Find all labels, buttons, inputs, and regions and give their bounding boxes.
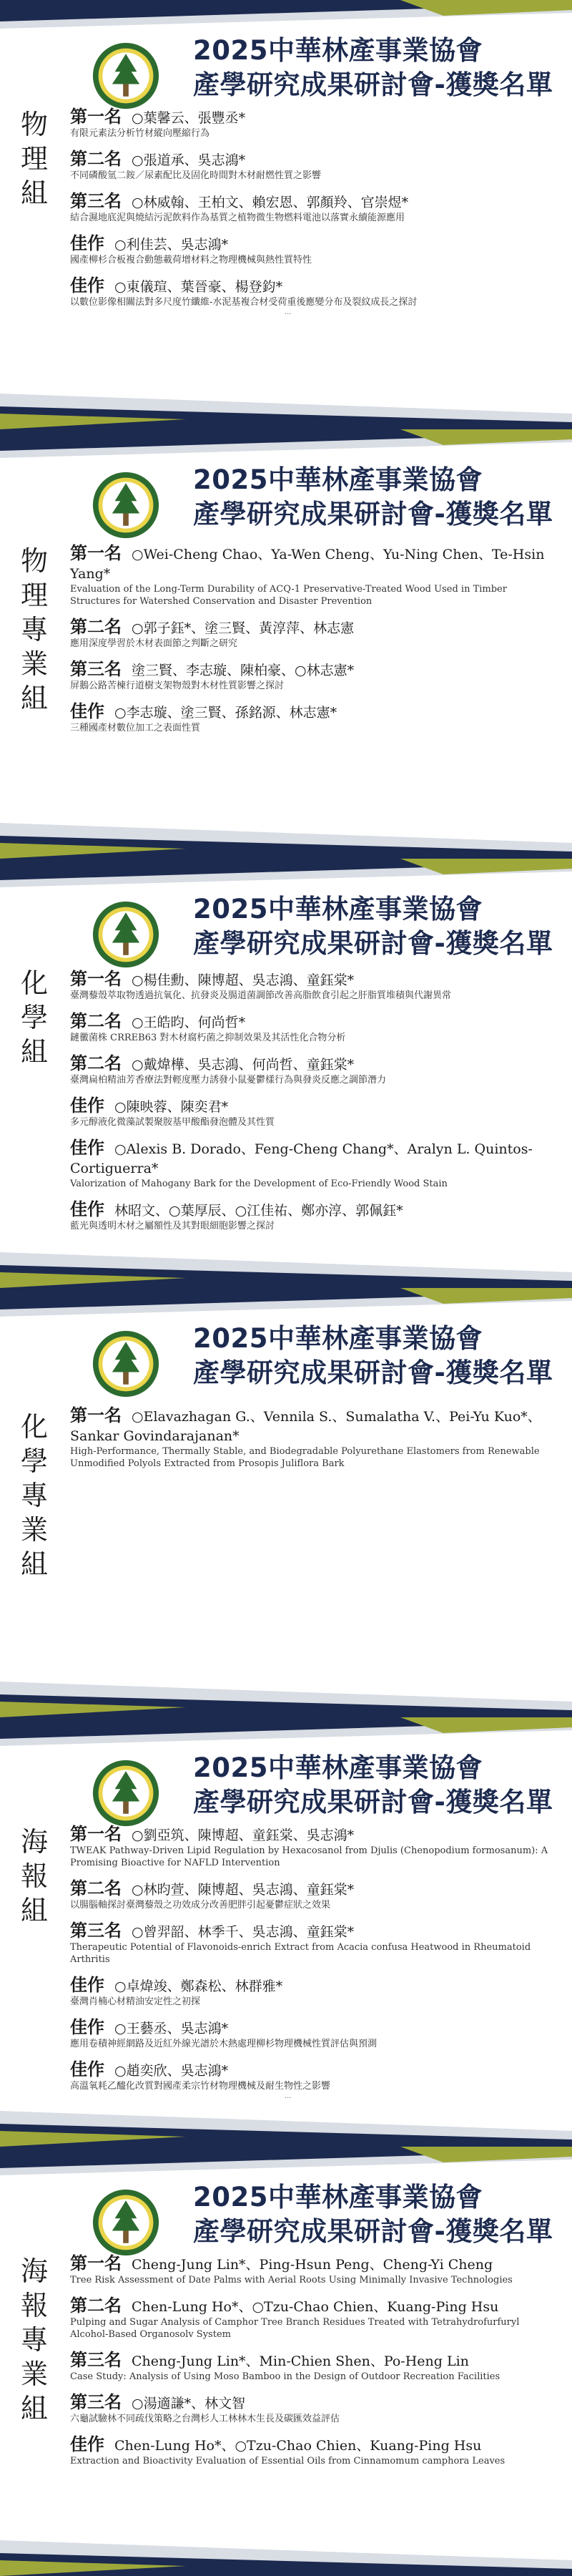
award-entry <box>70 1054 551 1086</box>
paper-title: 鏈黴菌株 CRREB63 對木材腐朽菌之抑制效果及其活性化合物分析 <box>70 1033 346 1043</box>
header-title-line1: 2025中華林產事業協會 <box>193 35 483 66</box>
author-names: ○林昀萱、陳博超、吳志鴻、童鈺棠* <box>132 1882 355 1898</box>
award-rank: 第三名 <box>70 1920 122 1941</box>
paper-title: 六龜試驗林不同疏伐策略之台灣杉人工林林木生長及碳匯效益評估 <box>70 2414 340 2424</box>
entry-heading <box>70 2018 551 2038</box>
header-title-line1: 2025中華林產事業協會 <box>193 2182 483 2212</box>
award-entry <box>70 660 551 692</box>
author-names: ○王藝丞、吳志鴻* <box>114 2021 229 2036</box>
entry-heading <box>70 544 551 583</box>
entry-heading <box>70 150 551 170</box>
author-names: ○王皓昀、何尚哲* <box>132 1015 246 1030</box>
award-rank: 第一名 <box>70 542 122 563</box>
author-names: ○Elavazhagan G.、Vennila S.、Sumalatha V.、Pei-Yu Kuo*、Sankar Govindarajanan* <box>70 1409 541 1444</box>
author-names: ○卓煒竣、鄭森松、林群雅* <box>114 1979 283 1994</box>
entry-heading <box>70 2254 551 2274</box>
category-label: 海 報 組 <box>20 1826 48 1926</box>
ellipsis-mark: ... <box>285 2092 292 2100</box>
award-entry <box>70 192 551 224</box>
award-rank: 第二名 <box>70 616 122 637</box>
entry-heading <box>70 1406 551 1445</box>
paper-title: Tree Risk Assessment of Date Palms with Aerial Roots Using Minimally Invasive Technologies <box>70 2275 513 2285</box>
entry-heading <box>70 1200 551 1220</box>
award-entry <box>70 544 551 608</box>
entry-heading <box>70 1054 551 1074</box>
award-entry <box>70 1976 551 2008</box>
author-names: ○Alexis B. Dorado、Feng-Cheng Chang*、Aralyn L. Quintos-Cortiguerra* <box>70 1141 533 1176</box>
award-panel <box>0 1288 572 1717</box>
entry-heading <box>70 618 551 638</box>
author-names: ○郭子鈺*、塗三賢、黃淳萍、林志憲 <box>132 620 355 636</box>
association-logo-icon <box>92 1330 160 1398</box>
entry-heading <box>70 276 551 296</box>
paper-title: Case Study: Analysis of Using Moso Bamboo in the Design of Outdoor Recreation Facilities <box>70 2371 500 2382</box>
award-entry <box>70 970 551 1002</box>
award-rank: 佳作 <box>70 1199 104 1219</box>
header-title-line1: 2025中華林產事業協會 <box>193 1323 483 1354</box>
header-title-line1: 2025中華林產事業協會 <box>193 894 483 924</box>
author-names: ○利佳芸、吳志鴻* <box>114 237 229 253</box>
award-rank: 第一名 <box>70 106 122 127</box>
author-names: Cheng-Jung Lin*、Ping-Hsun Peng、Cheng-Yi Cheng <box>132 2257 493 2273</box>
author-names: ○趙奕欣、吳志鴻* <box>114 2063 229 2079</box>
award-entry <box>70 2435 551 2467</box>
header-title-line2: 產學研究成果研討會-獲獎名單 <box>193 1787 553 1818</box>
association-logo-icon <box>92 42 160 110</box>
paper-title: Valorization of Mahogany Bark for the Development of Eco-Friendly Wood Stain <box>70 1179 448 1189</box>
paper-title: Extraction and Bioactivity Evaluation of Essential Oils from Cinnamomum camphora Leaves <box>70 2456 506 2467</box>
paper-title: Therapeutic Potential of Flavonoids-enrich Extract from Acacia confusa Heatwood in Rheumatoid Arthritis <box>70 1942 531 1965</box>
award-panel <box>0 429 572 859</box>
author-names: ○曾羿韶、林季千、吳志鴻、童鈺棠* <box>132 1924 355 1940</box>
author-names: ○劉亞筑、陳博超、童鈺棠、吳志鴻* <box>132 1828 355 1843</box>
award-entry <box>70 276 551 316</box>
entry-heading <box>70 970 551 990</box>
header-title-line2: 產學研究成果研討會-獲獎名單 <box>193 69 553 100</box>
paper-title: 三種國產材數位加工之表面性質 <box>70 723 201 733</box>
bottom-stripe-decoration <box>0 2532 572 2576</box>
author-names: ○張道承、吳志鴻* <box>132 152 246 168</box>
award-entry-list <box>70 107 551 326</box>
paper-title: 結合濕地底泥與燒結污泥飲料作為基質之植物微生物燃料電池以落實永續能源應用 <box>70 213 405 223</box>
award-rank: 第一名 <box>70 1823 122 1844</box>
award-rank: 佳作 <box>70 701 104 721</box>
author-names: ○楊佳勳、陳博超、吳志鴻、童鈺棠* <box>132 972 355 988</box>
award-entry-list <box>70 1825 551 2110</box>
award-rank: 第一名 <box>70 968 122 989</box>
paper-title: 臺灣肖楠心材精油安定性之初探 <box>70 1996 201 2007</box>
award-entry <box>70 1096 551 1128</box>
entry-heading <box>70 2296 551 2316</box>
award-rank: 第二名 <box>70 1878 122 1898</box>
bottom-stripe-decoration <box>0 385 572 429</box>
paper-title: 屏鵝公路苦楝行道樹支架物殼對木材性質影響之探討 <box>70 680 285 691</box>
author-names: 塗三賢、李志璇、陳柏豪、○林志憲* <box>132 663 355 678</box>
paper-title: 臺灣扁柏精油芳香療法對輕度壓力誘發小鼠憂鬱樣行為與發炎反應之調節潛力 <box>70 1075 387 1085</box>
paper-title: 臺灣藜殼萃取物透過抗氧化、抗發炎及腸道菌調節改善高脂飲食引起之肝脂質堆積與代謝異常 <box>70 990 452 1001</box>
bottom-stripe-decoration <box>0 1244 572 1288</box>
author-names: ○林威翰、王柏文、賴宏恩、郭顏羚、官崇煜* <box>132 195 409 210</box>
paper-title: Evaluation of the Long-Term Durability of ACQ-1 Preservative-Treated Wood Used in Timber Structures for Watershed Conservation and Disaster Prevention <box>70 584 507 607</box>
author-names: ○東儀瑄、葉晉豪、楊登鈞* <box>114 279 283 295</box>
paper-title: 有限元素法分析竹材縱向壓縮行為 <box>70 128 210 139</box>
paper-title: 多元醇液化微藻試製聚胺基甲酸酯發泡體及其性質 <box>70 1117 275 1128</box>
category-label: 化 學 組 <box>20 967 48 1068</box>
entry-heading <box>70 1825 551 1845</box>
award-rank: 佳作 <box>70 1095 104 1116</box>
award-rank: 第二名 <box>70 1010 122 1031</box>
paper-title: 不同磷酸氫二銨／尿素配比及固化時間對木材耐燃性質之影響 <box>70 170 322 181</box>
award-entry <box>70 2393 551 2425</box>
author-names: ○戴煒樺、吳志鴻、何尚哲、童鈺棠* <box>132 1057 355 1073</box>
association-logo-icon <box>92 1759 160 1828</box>
author-names: ○李志璇、塗三賢、孫銘源、林志憲* <box>114 705 337 721</box>
award-entry-list <box>70 1406 551 1480</box>
award-entry <box>70 107 551 140</box>
entry-heading <box>70 2351 551 2371</box>
award-rank: 第三名 <box>70 2391 122 2412</box>
association-logo-icon <box>92 900 160 969</box>
author-names: ○Wei-Cheng Chao、Ya-Wen Cheng、Yu-Ning Chen、Te-Hsin Yang* <box>70 547 545 582</box>
author-names: ○葉馨云、張豐丞* <box>132 110 246 126</box>
paper-title: 應用深度學習於木材表面節之判斷之研究 <box>70 638 238 649</box>
category-label: 物 理 組 <box>20 109 48 209</box>
award-rank: 佳作 <box>70 1137 104 1158</box>
header-title-line1: 2025中華林產事業協會 <box>193 1752 483 1783</box>
author-names: ○湯適謙*、林文智 <box>132 2396 246 2411</box>
award-entry <box>70 1138 551 1190</box>
entry-heading <box>70 192 551 212</box>
award-rank: 佳作 <box>70 1974 104 1995</box>
author-names: Chen-Lung Ho*、○Tzu-Chao Chien、Kuang-Ping Hsu <box>132 2299 499 2315</box>
award-rank: 第二名 <box>70 1053 122 1073</box>
author-names: 林昭文、○葉厚辰、○江佳祐、鄭亦淳、郭佩鈺* <box>114 1203 403 1219</box>
award-entry <box>70 2018 551 2050</box>
header-title-line2: 產學研究成果研討會-獲獎名單 <box>193 1357 553 1388</box>
award-entry <box>70 2060 551 2100</box>
award-rank: 第一名 <box>70 1405 122 1425</box>
award-entry <box>70 1921 551 1966</box>
entry-heading <box>70 2060 551 2080</box>
entry-heading <box>70 2435 551 2455</box>
award-entry <box>70 1406 551 1470</box>
award-rank: 佳作 <box>70 2059 104 2079</box>
header-title-line2: 產學研究成果研討會-獲獎名單 <box>193 499 553 530</box>
author-names: Chen-Lung Ho*、○Tzu-Chao Chien、Kuang-Ping Hsu <box>114 2438 482 2454</box>
award-rank: 第三名 <box>70 190 122 211</box>
award-rank: 第三名 <box>70 2349 122 2370</box>
award-entry <box>70 2296 551 2341</box>
bottom-stripe-decoration <box>0 2102 572 2147</box>
paper-title: Pulping and Sugar Analysis of Camphor Tree Branch Residues Treated with Tetrahydrofurfuryl Alcohol-Based Organosolv System <box>70 2317 520 2340</box>
award-entry <box>70 1012 551 1044</box>
award-entry-list <box>70 2254 551 2477</box>
header-title-line1: 2025中華林產事業協會 <box>193 464 483 495</box>
award-rank: 佳作 <box>70 2016 104 2037</box>
entry-heading <box>70 1096 551 1116</box>
association-logo-icon <box>92 471 160 540</box>
paper-title: TWEAK Pathway-Driven Lipid Regulation by Hexacosanol from Djulis (Chenopodium formosanum): A Promising Bioactive for NAFLD Intervention <box>70 1845 548 1868</box>
award-rank: 第一名 <box>70 2253 122 2273</box>
paper-title: 以腸腦軸探討臺灣藜殼之功效成分改善肥胖引起憂鬱症狀之效果 <box>70 1900 331 1911</box>
paper-title: 藍光與透明木材之屬額性及其對眼細胞影響之探討 <box>70 1221 275 1231</box>
paper-title: 應用卷積神經網路及近紅外線光譜於木熱處理柳杉物理機械性質評估與預測 <box>70 2039 378 2049</box>
award-entry-list <box>70 970 551 1242</box>
author-names: ○陳映蓉、陳奕君* <box>114 1099 229 1115</box>
entry-heading <box>70 1138 551 1178</box>
paper-title: 以數位影像相關法對多尺度竹纖維-水泥基複合材受荷重後應變分布及裂紋成長之探討 <box>70 297 418 308</box>
paper-title: 高溫氧耗乙醯化改質對國產柔宗竹材物理機械及耐生物性之影響 <box>70 2081 331 2092</box>
category-label: 化 學 專 業 組 <box>20 1411 48 1580</box>
author-names: Cheng-Jung Lin*、Min-Chien Shen、Po-Heng Lin <box>132 2353 469 2369</box>
award-entry-list <box>70 544 551 744</box>
award-rank: 第二名 <box>70 148 122 169</box>
award-rank: 佳作 <box>70 2434 104 2454</box>
award-panel <box>0 1717 572 2147</box>
award-panel <box>0 859 572 1288</box>
award-entry <box>70 1879 551 1911</box>
award-entry <box>70 2351 551 2383</box>
award-entry <box>70 1825 551 1869</box>
award-entry <box>70 150 551 182</box>
entry-heading <box>70 660 551 680</box>
award-rank: 第三名 <box>70 658 122 679</box>
award-entry <box>70 1200 551 1232</box>
award-entry <box>70 618 551 650</box>
header-title-line2: 產學研究成果研討會-獲獎名單 <box>193 2216 553 2247</box>
award-panel <box>0 0 572 429</box>
entry-heading <box>70 2393 551 2413</box>
award-panel <box>0 2147 572 2576</box>
award-entry <box>70 234 551 266</box>
bottom-stripe-decoration <box>0 1673 572 1717</box>
entry-heading <box>70 1012 551 1032</box>
category-label: 海 報 專 業 組 <box>20 2255 48 2424</box>
category-label: 物 理 專 業 組 <box>20 545 48 714</box>
paper-title: 國產柳杉合板複合動態載荷增材料之物理機械與熱性質特性 <box>70 255 312 265</box>
award-rank: 佳作 <box>70 275 104 296</box>
entry-heading <box>70 234 551 254</box>
bottom-stripe-decoration <box>0 814 572 859</box>
paper-title: High-Performance, Thermally Stable, and Biodegradable Polyurethane Elastomers from Renewable Unmodified Polyols Extracted from Prosopis Juliflora Bark <box>70 1446 540 1469</box>
header-title-line2: 產學研究成果研討會-獲獎名單 <box>193 928 553 959</box>
award-rank: 佳作 <box>70 233 104 253</box>
entry-heading <box>70 107 551 127</box>
award-entry <box>70 2254 551 2286</box>
entry-heading <box>70 702 551 722</box>
association-logo-icon <box>92 2188 160 2257</box>
award-rank: 第二名 <box>70 2295 122 2316</box>
entry-heading <box>70 1976 551 1996</box>
ellipsis-mark: ... <box>285 308 292 316</box>
entry-heading <box>70 1879 551 1899</box>
entry-heading <box>70 1921 551 1941</box>
award-entry <box>70 702 551 734</box>
